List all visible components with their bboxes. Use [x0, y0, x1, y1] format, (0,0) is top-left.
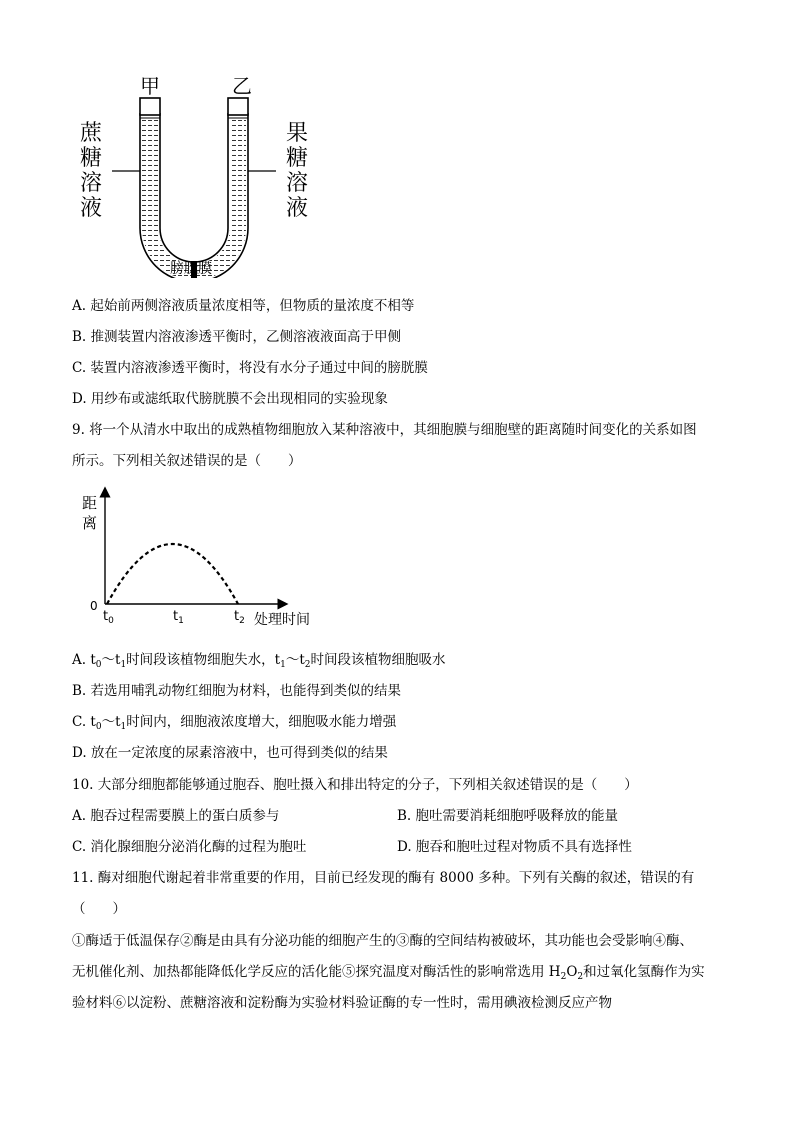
q9-stem-line2: 所示。下列相关叙述错误的是（ ）	[72, 453, 302, 469]
q11-stem-line2: （ ）	[72, 901, 126, 917]
q10-option-d: D. 胞吞和胞吐过程对物质不具有选择性	[397, 839, 632, 855]
right-solution-char-4: 液	[286, 196, 309, 221]
right-solution-char-2: 糖	[286, 146, 309, 171]
q10-option-c: C. 消化腺细胞分泌消化酶的过程为胞吐	[72, 839, 307, 855]
q8-option-a: A. 起始前两侧溶液质量浓度相等，但物质的量浓度不相等	[72, 298, 415, 314]
right-tube-top	[228, 98, 248, 115]
q9-option-c: C. $t_0\sim t_1$时间内，细胞液浓度增大，细胞吸水能力增强	[72, 714, 397, 732]
dashed-curve	[107, 544, 238, 604]
q11-stem-line1: 11. 酶对细胞代谢起着非常重要的作用，目前已经发现的酶有 8000 多种。下列有关酶的叙述，错误的有	[72, 870, 695, 886]
left-solution-char-1: 蔗	[80, 121, 103, 146]
x-axis-label: 处理时间	[254, 612, 310, 628]
tube-left-label: 甲	[140, 74, 160, 98]
u-tube-diagram	[70, 68, 330, 278]
y-label-2: 离	[82, 514, 98, 532]
membrane-label: 膀胱膜	[170, 261, 212, 277]
q8-option-d: D. 用纱布或滤纸取代膀胱膜不会出现相同的实验现象	[72, 391, 388, 407]
left-solution-char-3: 溶	[80, 171, 103, 196]
tube-right-label: 乙	[232, 74, 252, 98]
q9-stem-line1: 9. 将一个从清水中取出的成熟植物细胞放入某种溶液中，其细胞膜与细胞壁的距离随时间变化的关系如图	[72, 422, 697, 438]
q10-stem: 10. 大部分细胞都能够通过胞吞、胞吐摄入和排出特定的分子，下列相关叙述错误的是（ ）	[72, 777, 638, 793]
q11-body-line3: 验材料⑥以淀粉、蔗糖溶液和淀粉酶为实验材料验证酶的专一性时，需用碘液检测反应产物	[72, 995, 612, 1011]
q9-option-a: A. $t_0\sim t_1$时间段该植物细胞失水，$t_1\sim t_2$时间段该植物细胞吸水	[72, 652, 446, 670]
origin-label: 0	[90, 599, 98, 613]
q10-option-b: B. 胞吐需要消耗细胞呼吸释放的能量	[397, 808, 619, 824]
right-solution-char-1: 果	[286, 121, 309, 146]
q8-option-c: C. 装置内溶液渗透平衡时，将没有水分子通过中间的膀胱膜	[72, 360, 428, 376]
q9-option-b: B. 若选用哺乳动物红细胞为材料，也能得到类似的结果	[72, 683, 402, 699]
q11-body-line1: ①酶适于低温保存②酶是由具有分泌功能的细胞产生的③酶的空间结构被破坏，其功能也会受影响④酶、	[72, 933, 693, 949]
distance-time-graph	[78, 484, 328, 634]
q9-option-d: D. 放在一定浓度的尿素溶液中，也可得到类似的结果	[72, 745, 388, 761]
tick-t0: $t_0$	[103, 609, 114, 626]
q10-option-a: A. 胞吞过程需要膜上的蛋白质参与	[72, 808, 280, 824]
q11-body-line2: 无机催化剂、加热都能降低化学反应的活化能⑤探究温度对酶活性的影响常选用 $H_2O_2$和过氧化氢酶作为实	[72, 964, 705, 982]
q8-option-b: B. 推测装置内溶液渗透平衡时，乙侧溶液液面高于甲侧	[72, 329, 402, 345]
left-solution-char-4: 液	[80, 196, 103, 221]
liquid-fill	[130, 118, 260, 278]
tube-inner	[160, 113, 228, 262]
left-tube-top	[140, 98, 160, 115]
right-solution-char-3: 溶	[286, 171, 309, 196]
tick-t2: $t_2$	[234, 609, 245, 626]
left-solution-char-2: 糖	[80, 146, 103, 171]
tick-t1: $t_1$	[173, 609, 184, 626]
y-label-1: 距	[82, 494, 98, 512]
